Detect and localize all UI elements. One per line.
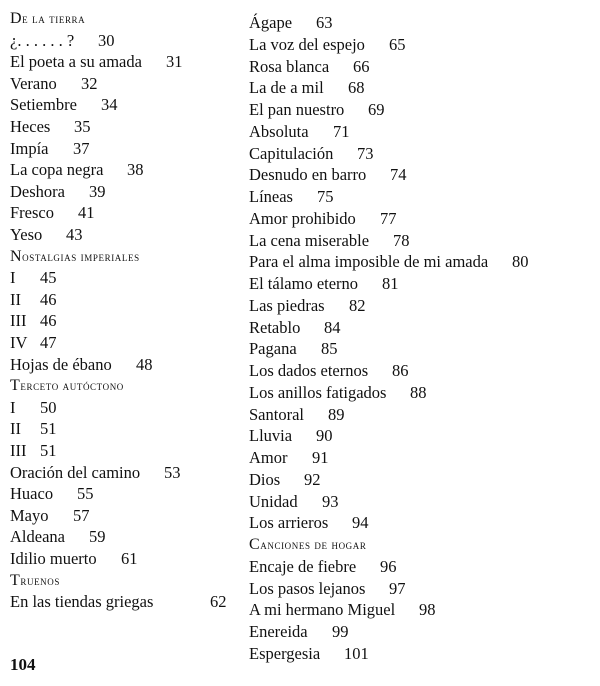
- entry-page: 37: [73, 138, 90, 158]
- toc-entry: [249, 382, 427, 403]
- entry-title: Yeso: [10, 225, 43, 244]
- toc-entry: [249, 643, 369, 664]
- entry-title: Encaje de fiebre: [249, 556, 357, 576]
- entry-page: 41: [78, 203, 95, 223]
- entry-title: I: [10, 397, 16, 417]
- entry-title: Para el alma imposible de mi amada: [249, 252, 489, 272]
- toc-entry: [10, 483, 94, 504]
- section-heading: De la tierra: [10, 10, 86, 27]
- entry-page: 68: [348, 78, 365, 98]
- toc-entry: [249, 338, 338, 359]
- entry-title: Amor prohibido: [249, 208, 356, 228]
- entry-page: 69: [368, 100, 385, 119]
- entry-title: Los anillos fatigados: [249, 382, 387, 402]
- toc-entry: [10, 418, 57, 439]
- entry-page: 101: [344, 643, 369, 663]
- toc-entry: [10, 30, 115, 51]
- entry-title: El poeta a su amada: [10, 52, 142, 72]
- entry-page: 96: [380, 556, 397, 576]
- entry-title: Los dados eternos: [249, 361, 369, 380]
- toc-entry: [249, 34, 406, 55]
- entry-title: Idilio muerto: [10, 549, 97, 568]
- entry-page: 91: [312, 448, 329, 467]
- entry-page: 66: [353, 56, 370, 76]
- entry-title: Espergesia: [249, 643, 321, 663]
- toc-entry: [249, 621, 349, 642]
- toc-entry: [10, 94, 118, 115]
- entry-page: 32: [81, 73, 98, 93]
- entry-title: Los arrieros: [249, 513, 329, 533]
- toc-entry: [249, 77, 365, 98]
- entry-title: Huaco: [10, 484, 54, 504]
- entry-title: Ágape: [249, 13, 293, 32]
- entry-title: Amor: [249, 448, 288, 467]
- entry-page: 97: [389, 578, 406, 598]
- toc-entry: [249, 512, 369, 533]
- entry-page: 63: [316, 13, 333, 32]
- entry-page: 59: [89, 527, 106, 547]
- toc-entry: [10, 440, 57, 461]
- entry-page: 74: [390, 165, 407, 185]
- entry-title: Las piedras: [249, 295, 325, 315]
- entry-page: 93: [322, 491, 339, 511]
- toc-entry: [249, 404, 345, 425]
- toc-entry: [249, 425, 333, 446]
- entry-title: II: [10, 419, 21, 439]
- entry-page: 45: [40, 268, 57, 288]
- entry-page: 65: [389, 34, 406, 54]
- page-number: 104: [10, 655, 36, 674]
- section-heading: Nostalgias imperiales: [10, 247, 140, 265]
- entry-title: Mayo: [10, 505, 49, 525]
- entry-page: 81: [382, 274, 399, 293]
- toc-entry: [10, 116, 91, 137]
- entry-page: 86: [392, 361, 409, 380]
- section-heading: Canciones de hogar: [249, 536, 367, 553]
- entry-title: Hojas de ébano: [10, 354, 112, 374]
- entry-page: 48: [136, 354, 153, 374]
- toc-entry: [10, 181, 106, 202]
- entry-title: Capitulación: [249, 143, 334, 163]
- toc-entry: [10, 354, 153, 375]
- entry-title: Aldeana: [10, 527, 65, 547]
- entry-page: 31: [166, 52, 183, 72]
- entry-page: 62: [210, 592, 227, 612]
- entry-title: Verano: [10, 73, 57, 93]
- entry-title: A mi hermano Miguel: [249, 600, 396, 620]
- entry-page: 84: [324, 317, 341, 337]
- entry-page: 90: [316, 426, 333, 446]
- entry-page: 43: [66, 225, 83, 244]
- entry-title: La de a mil: [249, 78, 324, 98]
- entry-title: Líneas: [249, 187, 293, 206]
- entry-title: Enereida: [249, 622, 308, 641]
- toc-entry: [249, 491, 339, 512]
- entry-page: 47: [40, 333, 57, 352]
- toc-entry: [10, 397, 57, 418]
- toc-entry: [10, 591, 227, 612]
- toc-entry: [10, 462, 181, 483]
- entry-title: Deshora: [10, 181, 65, 201]
- entry-page: 46: [40, 289, 57, 309]
- entry-page: 89: [328, 404, 345, 424]
- entry-title: Heces: [10, 117, 51, 136]
- entry-title: Los pasos lejanos: [249, 578, 366, 598]
- entry-title: El pan nuestro: [249, 100, 345, 119]
- entry-title: Santoral: [249, 404, 304, 424]
- entry-title: Retablo: [249, 317, 301, 337]
- toc-entry: [249, 578, 406, 599]
- toc-entry: [249, 12, 333, 33]
- toc-entry: [10, 289, 57, 310]
- toc-entry: [10, 267, 57, 288]
- entry-page: 77: [380, 208, 397, 228]
- toc-entry: [249, 599, 436, 620]
- toc-entry: [249, 360, 409, 381]
- toc-entry: [10, 51, 183, 72]
- entry-page: 85: [321, 339, 338, 359]
- entry-page: 98: [419, 600, 436, 620]
- entry-page: 75: [317, 187, 334, 206]
- entry-title: La copa negra: [10, 160, 104, 180]
- entry-title: Pagana: [249, 339, 297, 359]
- entry-page: 88: [410, 382, 427, 402]
- entry-page: 50: [40, 397, 57, 417]
- entry-title: IV: [10, 333, 28, 352]
- entry-page: 34: [101, 95, 118, 115]
- toc-entry: [249, 143, 374, 164]
- entry-page: 73: [357, 143, 374, 163]
- entry-title: En las tiendas griegas: [10, 592, 154, 612]
- toc-entry: [249, 121, 350, 142]
- entry-page: 71: [333, 121, 350, 141]
- section-heading: Terceto autóctono: [10, 377, 124, 395]
- toc-entry: [249, 56, 370, 77]
- entry-title: La voz del espejo: [249, 34, 365, 54]
- entry-title: Fresco: [10, 203, 54, 223]
- entry-page: 30: [98, 30, 115, 50]
- toc-entry: [249, 295, 366, 316]
- entry-page: 92: [304, 469, 321, 489]
- toc-entry: [10, 138, 90, 159]
- toc-entry: [10, 526, 106, 547]
- entry-title: II: [10, 289, 21, 309]
- entry-page: 46: [40, 311, 57, 331]
- entry-page: 82: [349, 295, 366, 315]
- entry-page: 57: [73, 505, 90, 525]
- entry-page: 38: [127, 160, 144, 180]
- entry-title: Absoluta: [249, 121, 309, 141]
- toc-entry: [249, 186, 334, 207]
- entry-title: ¿. . . . . . ?: [10, 30, 75, 50]
- entry-title: Oración del camino: [10, 462, 141, 482]
- toc-entry: [249, 469, 321, 490]
- entry-title: Rosa blanca: [249, 56, 330, 76]
- entry-title: Unidad: [249, 491, 298, 511]
- toc-entry: [10, 224, 83, 245]
- entry-title: La cena miserable: [249, 230, 370, 250]
- entry-page: 35: [74, 117, 91, 136]
- toc-entry: [249, 230, 410, 251]
- entry-page: 53: [164, 462, 181, 482]
- entry-title: El tálamo eterno: [249, 274, 359, 293]
- entry-title: Dios: [249, 469, 281, 489]
- entry-page: 94: [352, 513, 369, 533]
- toc-entry: [10, 73, 98, 94]
- entry-page: 61: [121, 549, 138, 568]
- entry-page: 51: [40, 441, 57, 460]
- section-heading: Truenos: [10, 571, 60, 589]
- toc-entry: [10, 159, 144, 180]
- toc-entry: [249, 99, 385, 120]
- entry-title: III: [10, 441, 27, 460]
- toc-entry: [10, 202, 95, 223]
- toc-entry: [249, 317, 341, 338]
- entry-page: 51: [40, 419, 57, 439]
- toc-entry: [10, 505, 90, 526]
- toc-entry: [249, 556, 397, 577]
- toc-entry: [10, 332, 57, 353]
- toc-entry: [249, 251, 529, 272]
- entry-page: 80: [512, 252, 529, 272]
- toc-entry: [10, 310, 57, 331]
- entry-title: Setiembre: [10, 95, 77, 115]
- entry-title: Lluvia: [249, 426, 293, 446]
- toc-entry: [249, 164, 407, 185]
- toc-entry: [249, 447, 329, 468]
- toc-entry: [249, 273, 399, 294]
- entry-page: 55: [77, 484, 94, 504]
- entry-page: 99: [332, 622, 349, 641]
- entry-page: 78: [393, 230, 410, 250]
- entry-page: 39: [89, 181, 106, 201]
- entry-title: Desnudo en barro: [249, 165, 367, 185]
- toc-entry: [10, 548, 138, 569]
- entry-title: III: [10, 311, 27, 331]
- toc-entry: [249, 208, 397, 229]
- entry-title: I: [10, 268, 16, 288]
- entry-title: Impía: [10, 138, 49, 158]
